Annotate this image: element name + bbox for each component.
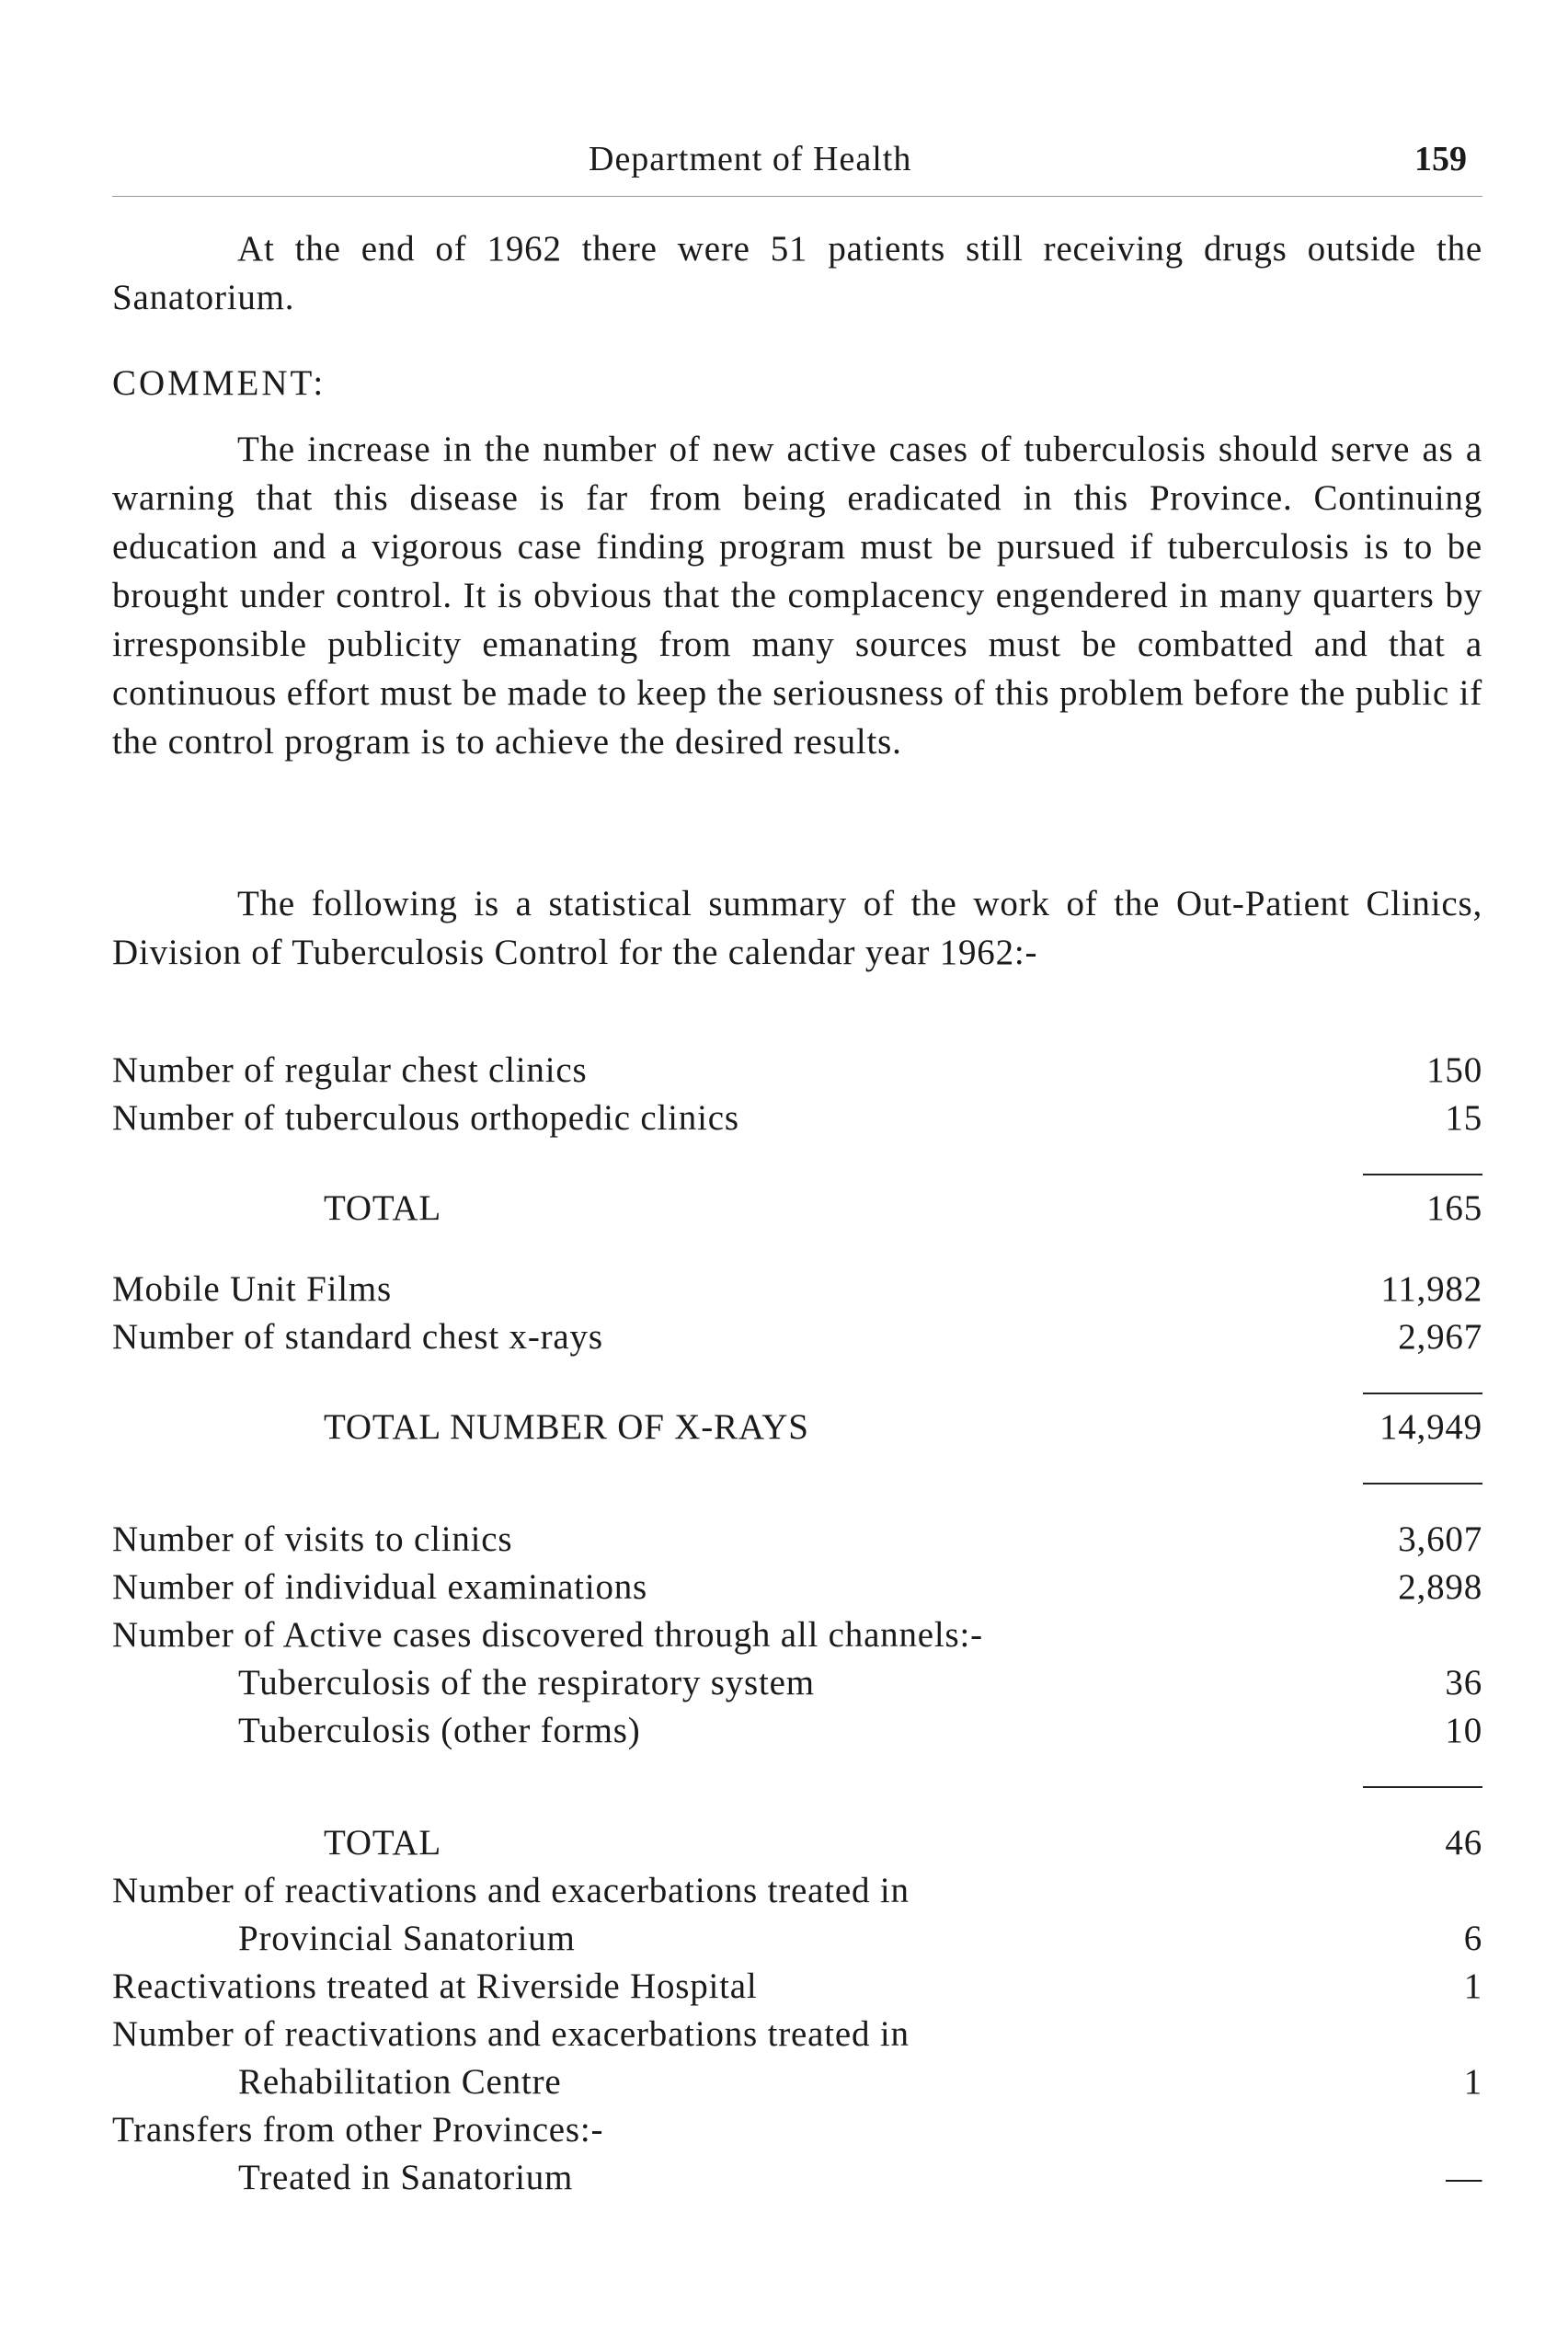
stat-label: Reactivations treated at Riverside Hospital [112, 1966, 758, 2006]
stat-value: 150 [1426, 1050, 1482, 1090]
stat-label: Rehabilitation Centre [238, 2062, 562, 2102]
stat-row [112, 2106, 1482, 2154]
stat-row [112, 1266, 1482, 1313]
stat-row [112, 2058, 1482, 2106]
total-row [112, 1185, 1482, 1232]
stat-row [112, 1707, 1482, 1755]
sum-rule [112, 1473, 1482, 1494]
stat-label: Number of regular chest clinics [112, 1050, 588, 1090]
total-label: TOTAL NUMBER OF X-RAYS [324, 1407, 809, 1447]
stat-row [112, 1611, 1482, 1659]
stat-row [112, 1915, 1482, 1963]
total-label: TOTAL [324, 1188, 441, 1228]
stat-label: Treated in Sanatorium [238, 2158, 574, 2197]
stat-row [112, 1047, 1482, 1095]
stat-label: Transfers from other Provinces:- [112, 2110, 604, 2149]
stat-label: Number of tuberculous orthopedic clinics [112, 1098, 739, 1138]
sum-rule [112, 1383, 1482, 1404]
stat-label: Number of reactivations and exacerbations treated in [112, 2014, 910, 2054]
comment-paragraph [112, 425, 1482, 766]
stat-label: Mobile Unit Films [112, 1269, 392, 1309]
stat-row [112, 1095, 1482, 1142]
summary-intro-text: The following is a statistical summary of the work of the Out-Patient Clinics, Division of Tuberculosis Control for the calendar year 1962:- [112, 884, 1482, 972]
stat-row [112, 1867, 1482, 1915]
stat-value: 3,607 [1398, 1519, 1482, 1559]
page-number: 159 [1414, 140, 1467, 178]
stat-value: — [1446, 2158, 1482, 2197]
running-head [0, 136, 1568, 191]
stat-value: 36 [1445, 1663, 1482, 1702]
comment-text: The increase in the number of new active cases of tuberculosis should serve as a warning that this disease is far from being eradicated in this Province. Continuing education and a vigorous case finding program must be pursued if tuberculosis is to be brought under control. It is obvious that the complacency engendered in many quarters by irresponsible publicity emanating from many sources must be combatted and that a continuous effort must be made to keep the seriousness of this problem before the public if the control program is to achieve the desired results. [112, 430, 1482, 762]
total-row [112, 1404, 1482, 1451]
stat-row [112, 2011, 1482, 2058]
stat-label: Number of Active cases discovered through all channels:- [112, 1615, 983, 1655]
stat-value: 6 [1463, 1919, 1482, 1958]
intro-text: At the end of 1962 there were 51 patients still receiving drugs outside the Sanatorium. [112, 229, 1482, 317]
stat-value: 1 [1463, 1966, 1482, 2006]
running-title: Department of Health [589, 140, 912, 178]
stat-row [112, 1313, 1482, 1361]
intro-paragraph [112, 224, 1482, 322]
total-value: 14,949 [1379, 1407, 1482, 1447]
stat-value: 1 [1463, 2062, 1482, 2102]
stat-row [112, 1564, 1482, 1611]
total-row [112, 1819, 1482, 1867]
summary-intro-paragraph [112, 879, 1482, 977]
stat-row [112, 1516, 1482, 1564]
total-value: 46 [1445, 1823, 1482, 1863]
stat-label: Tuberculosis (other forms) [238, 1711, 641, 1750]
stat-row [112, 1963, 1482, 2011]
stat-label: Number of standard chest x-rays [112, 1317, 603, 1357]
sum-rule [112, 1777, 1482, 1797]
header-rule [112, 196, 1482, 197]
stat-label: Number of visits to clinics [112, 1519, 513, 1559]
comment-heading: COMMENT: [112, 363, 326, 403]
stat-value: 2,898 [1398, 1567, 1482, 1607]
stat-value: 15 [1445, 1098, 1482, 1138]
stat-value: 11,982 [1380, 1269, 1482, 1309]
total-label: TOTAL [324, 1823, 441, 1863]
statistical-summary [112, 1047, 1482, 2202]
sum-rule [112, 1164, 1482, 1185]
total-value: 165 [1426, 1188, 1482, 1228]
stat-label: Tuberculosis of the respiratory system [238, 1663, 815, 1702]
stat-value: 10 [1445, 1711, 1482, 1750]
stat-label: Number of individual examinations [112, 1567, 648, 1607]
stat-row [112, 2154, 1482, 2202]
stat-label: Number of reactivations and exacerbations treated in [112, 1871, 910, 1910]
stat-label: Provincial Sanatorium [238, 1919, 576, 1958]
stat-value: 2,967 [1398, 1317, 1482, 1357]
stat-row [112, 1659, 1482, 1707]
